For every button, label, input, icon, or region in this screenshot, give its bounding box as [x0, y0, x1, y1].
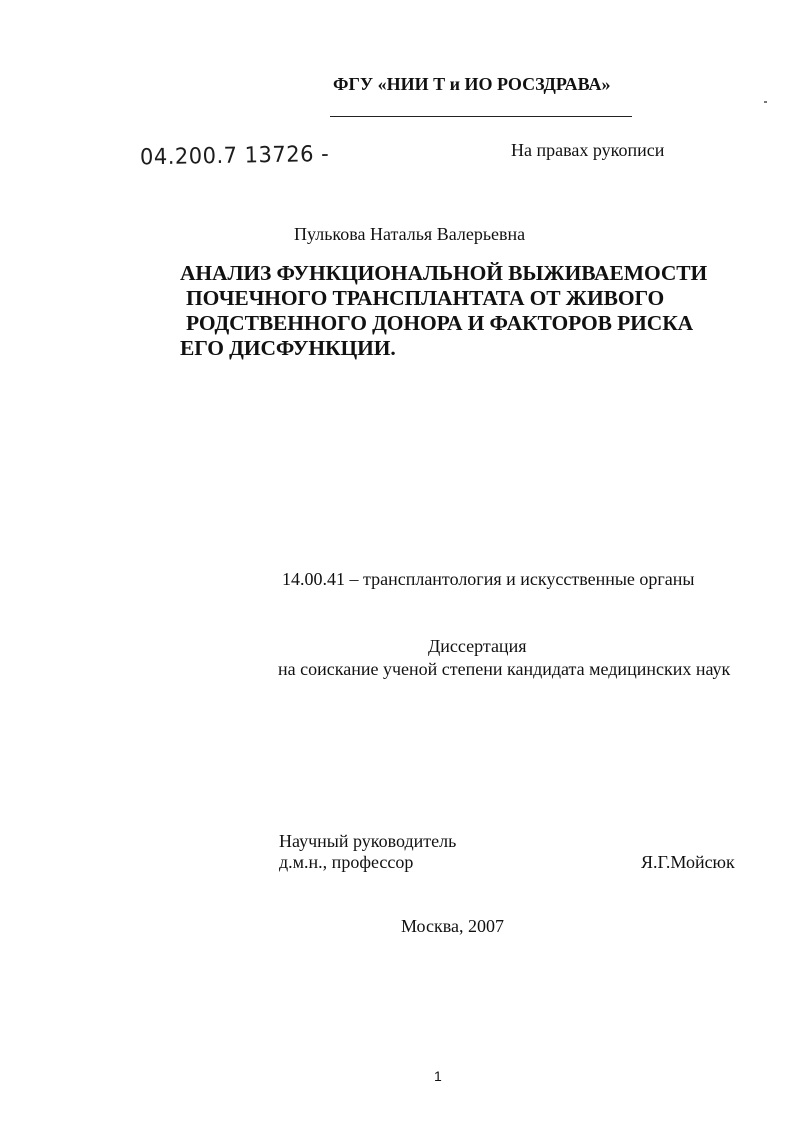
- rights-note: На правах рукописи: [511, 140, 665, 160]
- title-line: ПОЧЕЧНОГО ТРАНСПЛАНТАТА ОТ ЖИВОГО: [186, 286, 665, 310]
- title-line: АНАЛИЗ ФУНКЦИОНАЛЬНОЙ ВЫЖИВАЕМОСТИ: [180, 261, 708, 285]
- supervisor-name: Я.Г.Мойсюк: [641, 852, 735, 872]
- institution-name: ФГУ «НИИ Т и ИО РОСЗДРАВА»: [333, 74, 611, 94]
- page-number: 1: [434, 1068, 442, 1084]
- supervisor-label: Научный руководитель: [279, 831, 457, 851]
- supervisor-rank: д.м.н., профессор: [279, 852, 414, 872]
- city-year: Москва, 2007: [401, 916, 504, 936]
- scan-speck: [764, 101, 767, 103]
- specialty-code: 14.00.41 – трансплантология и искусственные органы: [282, 569, 695, 589]
- author-name: Пулькова Наталья Валерьевна: [294, 224, 526, 244]
- dissertation-label: Диссертация: [428, 636, 527, 656]
- institution-underline: [330, 116, 632, 117]
- dissertation-title: [180, 261, 707, 361]
- degree-statement: на соискание ученой степени кандидата медицинских наук: [278, 659, 731, 679]
- title-line: РОДСТВЕННОГО ДОНОРА И ФАКТОРОВ РИСКА: [186, 311, 694, 335]
- handwritten-registration-number: 04.200.7 13726 -: [139, 141, 330, 170]
- title-line: ЕГО ДИСФУНКЦИИ.: [180, 336, 396, 360]
